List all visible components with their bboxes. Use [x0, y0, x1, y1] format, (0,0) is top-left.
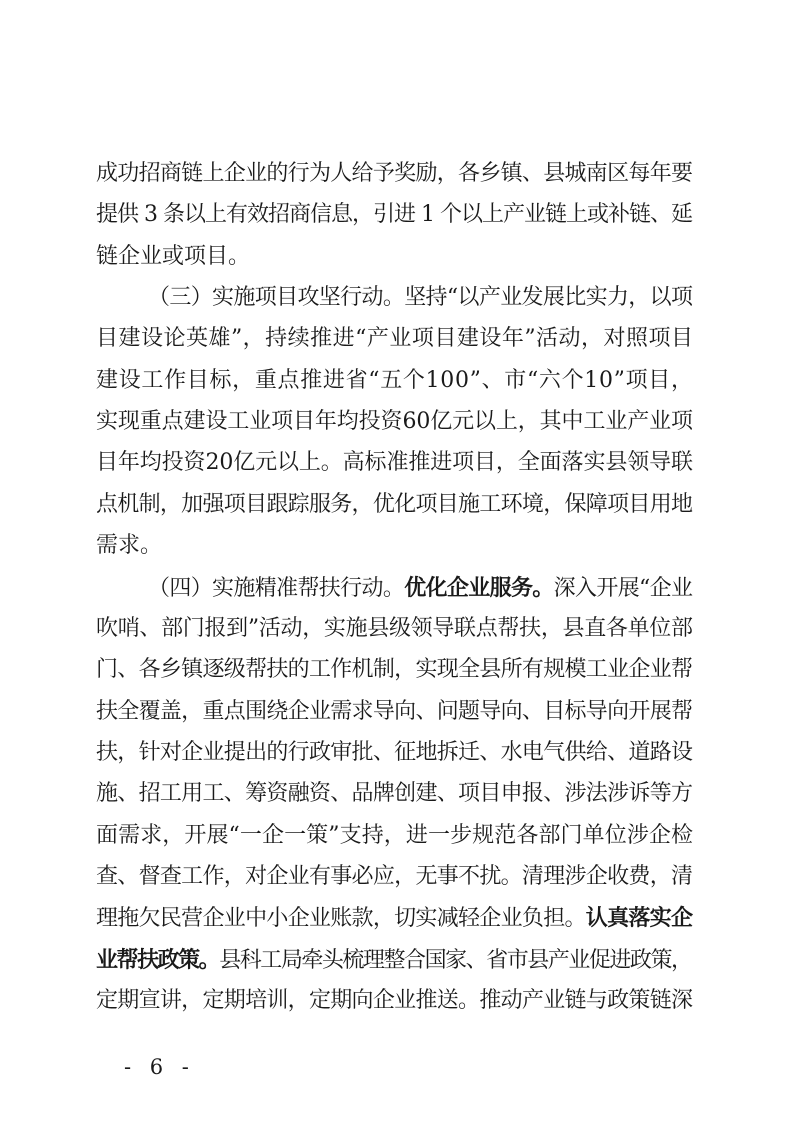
text-line	[148, 573, 692, 603]
text-line	[96, 200, 692, 230]
body-text: 建设工作目标，重点推进省“五个100”、市“六个10”项目，	[96, 367, 694, 393]
text-line	[96, 986, 692, 1016]
body-text: 定期宣讲，定期培训，定期向企业推送。推动产业链与政策链深	[96, 988, 693, 1013]
text-line	[96, 448, 693, 478]
body-text: 面需求，开展“一企一策”支持，进一步规范各部门单位涉企检	[96, 822, 694, 848]
text-line	[96, 614, 693, 644]
text-line	[96, 697, 692, 727]
text-line	[96, 407, 693, 437]
text-line	[96, 490, 692, 520]
body-text: 成功招商链上企业的行为人给予奖励，各乡镇、县城南区每年要	[96, 161, 693, 186]
text-line	[96, 945, 692, 975]
text-line	[96, 903, 692, 933]
text-line	[96, 324, 694, 354]
body-text: 扶，针对企业提出的行政审批、征地拆迁、水电气供给、道路设	[96, 739, 693, 765]
text-line	[96, 655, 692, 685]
text-line	[96, 821, 693, 851]
body-text: 点机制，加强项目跟踪服务，优化项目施工环境，保障项目用地	[96, 491, 693, 517]
text-line	[96, 531, 162, 561]
body-text: 施、招工用工、筹资融资、品牌创建、项目申报、涉法涉诉等方	[96, 781, 693, 807]
bold-heading-text: 业帮扶政策。	[96, 946, 220, 973]
body-text: 提供 3 条以上有效招商信息，引进 1 个以上产业链上或补链、延	[96, 202, 693, 228]
text-line	[96, 242, 250, 272]
body-text: 目年均投资20亿元以上。高标准推进项目，全面落实县领导联	[96, 450, 693, 476]
page-number: - 6 -	[124, 1055, 195, 1079]
body-text: 深入开展“企业	[553, 575, 693, 601]
text-line	[148, 283, 692, 313]
body-text: （三）实施项目攻坚行动。坚持“以产业发展比实力，以项	[148, 285, 693, 311]
body-text: 理拖欠民营企业中小企业账款，切实减轻企业负担。	[96, 906, 586, 932]
text-line	[96, 366, 694, 396]
body-text: 目建设论英雄”，持续推进“产业项目建设年”活动，对照项目	[96, 326, 694, 352]
text-line	[96, 159, 692, 189]
body-text: 门、各乡镇逐级帮扶的工作机制，实现全县所有规模工业企业帮	[96, 657, 693, 683]
bold-heading-text: 优化企业服务。	[404, 574, 554, 601]
body-text: 查、督查工作，对企业有事必应，无事不扰。清理涉企收费，清	[96, 863, 693, 889]
text-line	[96, 862, 692, 892]
body-text: 链企业或项目。	[96, 243, 251, 269]
body-text: 吹哨、部门报到”活动，实施县级领导联点帮扶，县直各单位部	[96, 615, 693, 641]
body-text: 需求。	[96, 533, 163, 559]
body-text: 县科工局牵头梳理整合国家、省市县产业促进政策，	[219, 947, 692, 973]
body-text: 实现重点建设工业项目年均投资60亿元以上，其中工业产业项	[96, 409, 693, 435]
text-line	[96, 779, 692, 809]
body-text: （四）实施精准帮扶行动。	[148, 575, 405, 601]
bold-heading-text: 认真落实企	[585, 905, 693, 932]
text-line	[96, 738, 692, 768]
body-text: 扶全覆盖，重点围绕企业需求导向、问题导向、目标导向开展帮	[96, 698, 693, 724]
